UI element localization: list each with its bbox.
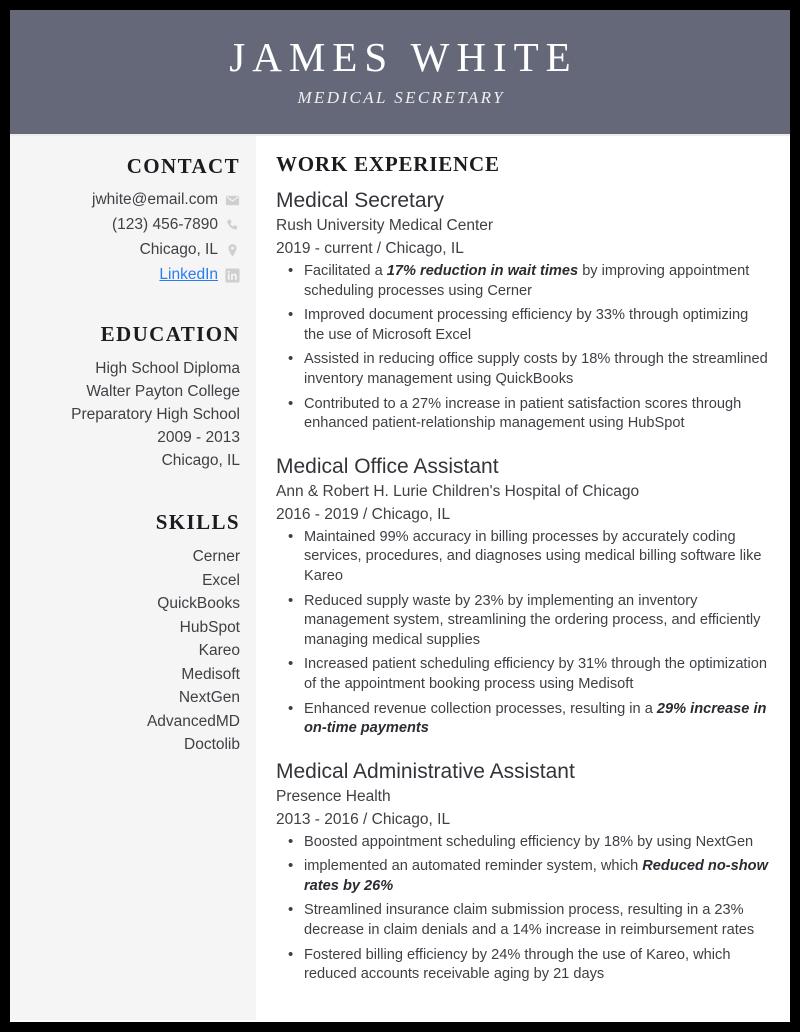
education-line: Preparatory High School	[71, 406, 240, 423]
sidebar	[10, 136, 256, 1020]
linkedin-icon	[225, 268, 240, 283]
education-line: Walter Payton College	[86, 383, 240, 400]
job-entry	[276, 758, 768, 985]
resume-header	[10, 10, 790, 136]
skill-item: Cerner	[192, 548, 240, 565]
job-bullet: • Contributed to a 27% increase in patient satisfaction scores through enhanced patient-relationship management using HubSpot	[302, 395, 768, 434]
contact-item	[20, 214, 240, 236]
job-bullet: • Fostered billing efficiency by 24% through the use of Kareo, which reduced accounts receivable aging by 21 days	[302, 946, 768, 985]
job-entry	[276, 187, 768, 434]
skill-item: Doctolib	[184, 736, 240, 753]
skill-item: NextGen	[178, 689, 240, 706]
job-title: Medical Administrative Assistant	[276, 759, 575, 783]
education-heading: EDUCATION	[100, 322, 240, 346]
contact-text: (123) 456-7890	[112, 216, 218, 233]
skill-item: QuickBooks	[157, 595, 240, 612]
job-title: Medical Office Assistant	[276, 454, 499, 478]
contact-heading: CONTACT	[126, 154, 240, 178]
job-bullet: • Boosted appointment scheduling efficiency by 18% by using NextGen	[302, 833, 768, 853]
job-bullet: • Maintained 99% accuracy in billing processes by accurately coding services, procedures, and diagnoses using medical billing software like Kareo	[302, 528, 768, 587]
job-bullet: • Enhanced revenue collection processes, resulting in a 29% increase in on-time payments	[302, 700, 768, 739]
skill-item: Medisoft	[181, 665, 240, 683]
contact-list	[20, 189, 240, 286]
contact-text: jwhite@email.com	[92, 191, 218, 208]
contact-item[interactable]	[20, 264, 240, 286]
skills-heading: SKILLS	[155, 510, 240, 534]
job-dates-location: 2019 - current / Chicago, IL	[276, 240, 464, 257]
work-experience-heading: WORK EXPERIENCE	[276, 152, 500, 176]
contact-link[interactable]: LinkedIn	[159, 266, 218, 283]
job-bullet: • Improved document processing efficiency by 33% through optimizing the use of Microsoft Excel	[302, 306, 768, 345]
job-bullet: • implemented an automated reminder system, which Reduced no-show rates by 26%	[302, 857, 768, 896]
job-bullet: • Reduced supply waste by 23% by implementing an inventory management system, streamlining the ordering process, and efficiently managing medical supplies	[302, 592, 768, 651]
skill-item: Kareo	[198, 642, 240, 659]
candidate-name: JAMES WHITE	[229, 33, 578, 80]
job-bullet-list	[276, 262, 768, 434]
education-line: High School Diploma	[95, 360, 240, 377]
job-dates-location: 2013 - 2016 / Chicago, IL	[276, 810, 451, 828]
skill-item: Excel	[202, 571, 240, 589]
resume-page	[10, 10, 790, 1022]
resume-body	[10, 136, 790, 1020]
skill-item: AdvancedMD	[146, 712, 240, 730]
contact-item	[20, 189, 240, 211]
candidate-job-title: MEDICAL SECRETARY	[297, 88, 505, 108]
phone-icon	[225, 218, 240, 233]
education-line: 2009 - 2013	[157, 429, 240, 446]
jobs-list	[276, 187, 768, 985]
contact-text: Chicago, IL	[139, 241, 218, 258]
main-column	[256, 136, 790, 1020]
job-bullet-list	[276, 528, 768, 739]
skill-item: HubSpot	[179, 618, 240, 636]
location-pin-icon	[225, 243, 240, 258]
job-title: Medical Secretary	[276, 189, 445, 212]
job-dates-location: 2016 - 2019 / Chicago, IL	[276, 505, 451, 523]
education-list	[20, 357, 240, 472]
envelope-icon	[225, 193, 240, 208]
job-organization: Presence Health	[276, 787, 391, 805]
job-bullet: • Facilitated a 17% reduction in wait times by improving appointment scheduling processes using Cerner	[302, 262, 768, 301]
job-bullet: • Increased patient scheduling efficiency by 31% through the optimization of the appointment booking process using Medisoft	[302, 655, 768, 694]
job-organization: Rush University Medical Center	[276, 217, 494, 234]
education-line: Chicago, IL	[161, 452, 240, 469]
job-organization: Ann & Robert H. Lurie Children's Hospital of Chicago	[276, 482, 640, 500]
job-bullet: • Assisted in reducing office supply costs by 18% through the streamlined inventory management using QuickBooks	[302, 350, 768, 389]
job-bullet: • Streamlined insurance claim submission process, resulting in a 23% decrease in claim denials and a 14% increase in reimbursement rates	[302, 901, 768, 940]
contact-item	[20, 239, 240, 261]
skills-list	[20, 545, 240, 757]
job-entry	[276, 453, 768, 739]
job-bullet-list	[276, 833, 768, 985]
